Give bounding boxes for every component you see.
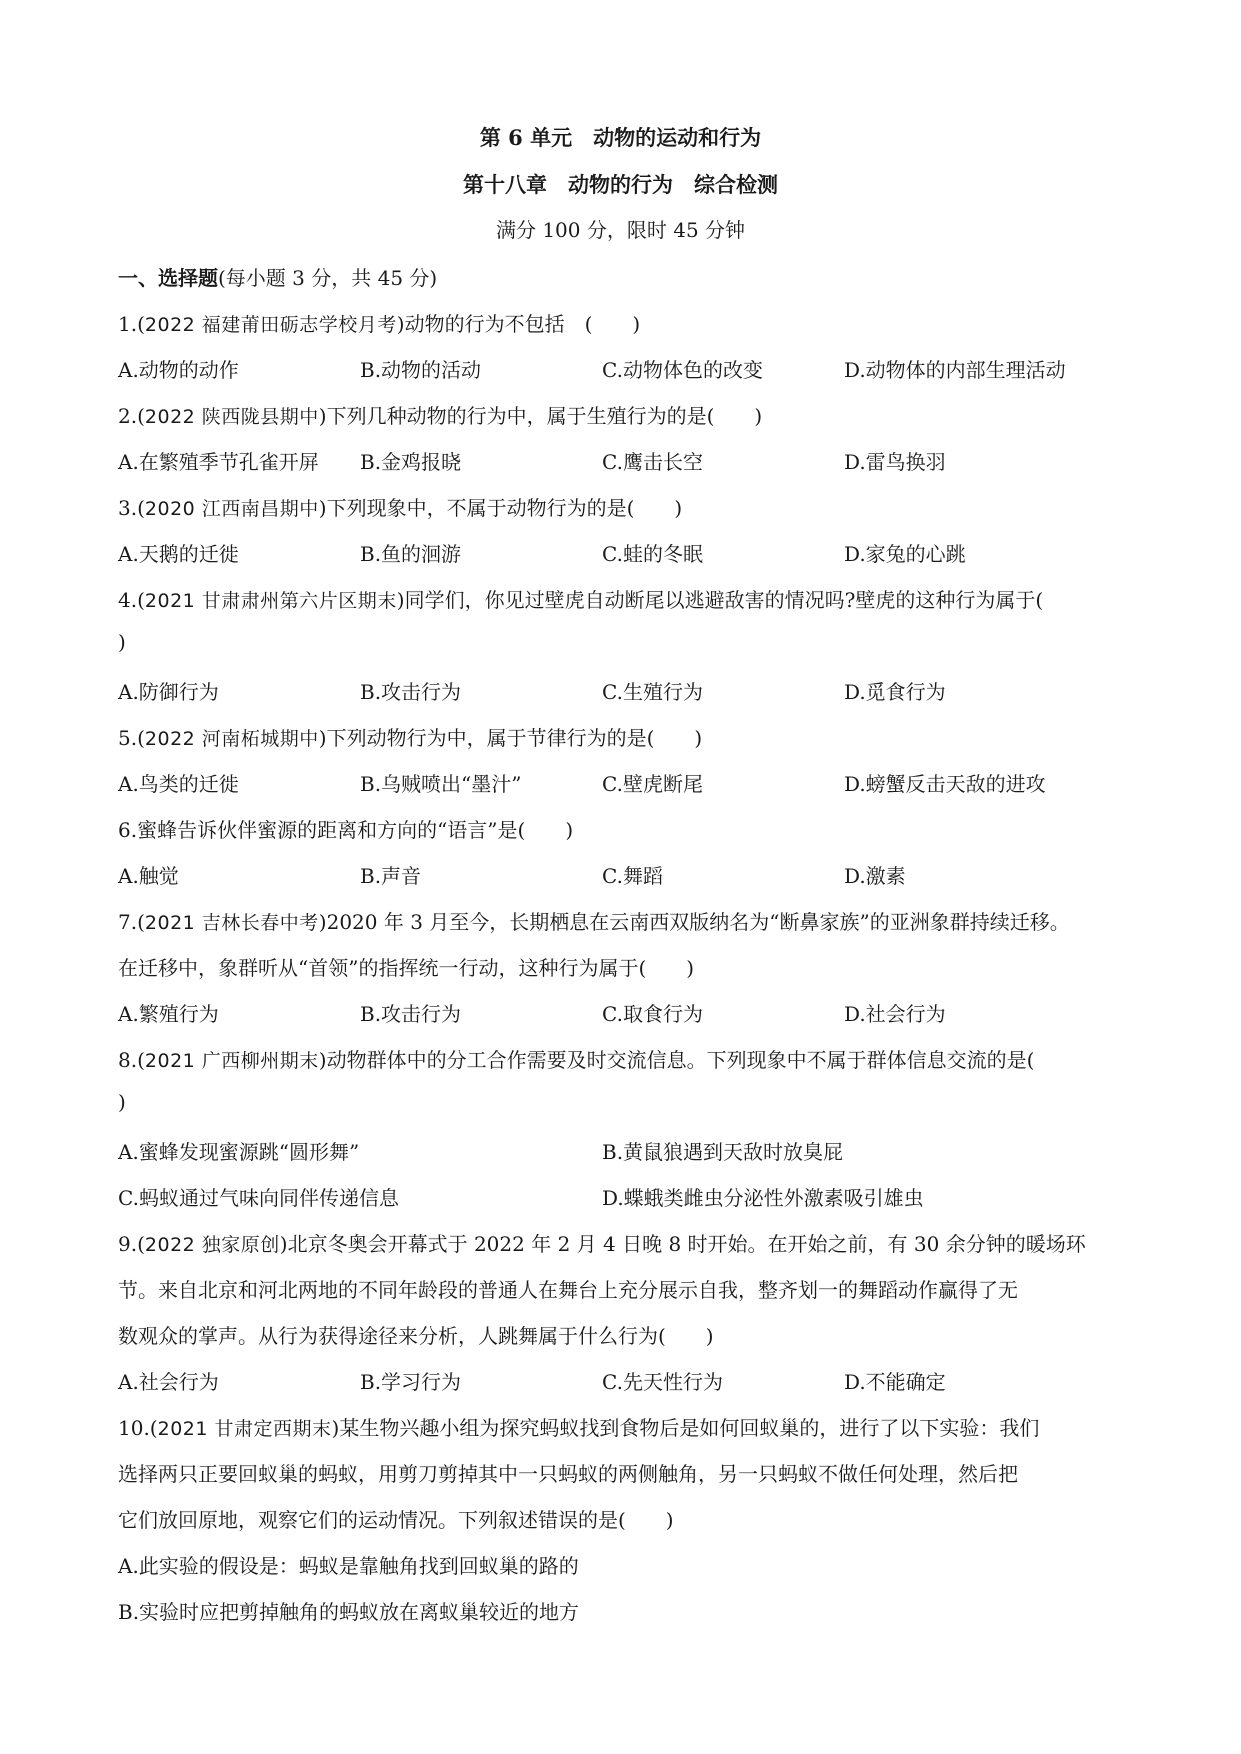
- option-b: B.攻击行为: [360, 1002, 462, 1026]
- question-6: 6.蜜蜂告诉伙伴蜜源的距离和方向的“语言”是( ): [118, 818, 574, 842]
- option-c: C.蛙的冬眠: [602, 542, 703, 566]
- options-3: [118, 538, 1128, 568]
- options-5: [118, 768, 1128, 798]
- question-10: [118, 1412, 1128, 1441]
- question-4: [118, 584, 1128, 613]
- option-a: A.此实验的假设是：蚂蚁是靠触角找到回蚁巢的路的: [118, 1554, 579, 1578]
- q-num: 3.(: [118, 496, 145, 520]
- q-source: 2022 独家原创: [144, 1234, 280, 1256]
- question-9-cont2: 数观众的掌声。从行为获得途径来分析，人跳舞属于什么行为( ): [118, 1324, 714, 1348]
- option-c: C.蚂蚁通过气味向同伴传递信息: [118, 1186, 399, 1210]
- options-7: [118, 998, 1128, 1028]
- question-3: [118, 492, 1128, 521]
- question-9: [118, 1228, 1128, 1257]
- option-d: D.蝶蛾类雌虫分泌性外激素吸引雄虫: [602, 1186, 924, 1210]
- option-c: C.鹰击长空: [602, 450, 703, 474]
- score-info: 满分 100 分，限时 45 分钟: [495, 218, 746, 242]
- q-text: )动物的行为不包括 ( ): [396, 312, 641, 336]
- option-a: A.天鹅的迁徙: [118, 542, 239, 566]
- question-5: [118, 722, 1128, 751]
- q-text: )北京冬奥会开幕式于 2022 年 2 月 4 日晚 8 时开始。在开始之前，有 30 余分钟的暖场环: [279, 1232, 1086, 1256]
- q-text: )下列几种动物的行为中，属于生殖行为的是( ): [318, 404, 763, 428]
- unit-title: 第 6 单元 动物的运动和行为: [479, 125, 762, 150]
- options-2: [118, 446, 1128, 476]
- option-d: D.社会行为: [844, 1002, 946, 1026]
- option-c: C.取食行为: [602, 1002, 703, 1026]
- option-a: A.触觉: [118, 864, 179, 888]
- option-a: A.动物的动作: [118, 358, 239, 382]
- question-10-cont1: 选择两只正要回蚁巢的蚂蚁，用剪刀剪掉其中一只蚂蚁的两侧触角，另一只蚂蚁不做任何处理，然后把: [118, 1462, 1018, 1486]
- q-text: )2020 年 3 月至今，长期栖息在云南西双版纳名为“断鼻家族”的亚洲象群持续迁移。: [318, 910, 1070, 934]
- option-d: D.不能确定: [844, 1370, 946, 1394]
- option-b: B.鱼的洄游: [360, 542, 462, 566]
- question-7: [118, 906, 1128, 935]
- q-text: )某生物兴趣小组为探究蚂蚁找到食物后是如何回蚁巢的，进行了以下实验：我们: [331, 1416, 1040, 1440]
- question-8: [118, 1044, 1128, 1073]
- q-text: )下列动物行为中，属于节律行为的是( ): [318, 726, 703, 750]
- option-c: C.先天性行为: [602, 1370, 723, 1394]
- option-b: B.黄鼠狼遇到天敌时放臭屁: [602, 1140, 844, 1164]
- option-d: D.雷鸟换羽: [844, 450, 946, 474]
- option-a: A.繁殖行为: [118, 1002, 219, 1026]
- q-num: 1.(: [118, 312, 145, 336]
- option-c: C.舞蹈: [602, 864, 663, 888]
- option-d: D.家兔的心跳: [844, 542, 966, 566]
- option-a: A.在繁殖季节孔雀开屏: [118, 450, 319, 474]
- option-b: B.学习行为: [360, 1370, 462, 1394]
- options-9: [118, 1366, 1128, 1396]
- chapter-title: 第十八章 动物的行为 综合检测: [463, 172, 778, 197]
- q-source: 2021 广西柳州期末: [144, 1050, 319, 1072]
- q-source: 2021 甘肃肃州第六片区期末: [144, 590, 397, 612]
- question-7-cont: 在迁移中，象群听从“首领”的指挥统一行动，这种行为属于( ): [118, 956, 695, 980]
- q-source: 2022 陕西陇县期中: [144, 406, 319, 428]
- section-heading: [118, 262, 437, 291]
- question-4-cont: ): [118, 630, 126, 654]
- options-4: [118, 676, 1128, 706]
- question-10-cont2: 它们放回原地，观察它们的运动情况。下列叙述错误的是( ): [118, 1508, 674, 1532]
- q-text: )下列现象中，不属于动物行为的是( ): [318, 496, 683, 520]
- option-b: B.乌贼喷出“墨汁”: [360, 772, 522, 796]
- option-d: D.觅食行为: [844, 680, 946, 704]
- option-b: B.攻击行为: [360, 680, 462, 704]
- q-num: 2.(: [118, 404, 145, 428]
- q-source: 2022 福建莆田砺志学校月考: [144, 314, 397, 336]
- q-num: 8.(: [118, 1048, 145, 1072]
- question-9-cont1: 节。来自北京和河北两地的不同年龄段的普通人在舞台上充分展示自我，整齐划一的舞蹈动作赢得了无: [118, 1278, 1018, 1302]
- question-1: [118, 308, 1128, 337]
- option-b: B.动物的活动: [360, 358, 482, 382]
- q-num: 9.(: [118, 1232, 145, 1256]
- question-2: [118, 400, 1128, 429]
- question-8-cont: ): [118, 1090, 126, 1114]
- option-d: D.激素: [844, 864, 906, 888]
- q-source: 2021 吉林长春中考: [144, 912, 319, 934]
- q-num: 4.(: [118, 588, 145, 612]
- section-title: 一、选择题: [118, 266, 218, 290]
- q-num: 10.(: [118, 1416, 158, 1440]
- option-b: B.声音: [360, 864, 422, 888]
- option-a: A.防御行为: [118, 680, 219, 704]
- option-a: A.蜜蜂发现蜜源跳“圆形舞”: [118, 1140, 360, 1164]
- q-num: 7.(: [118, 910, 145, 934]
- options-8-row1: [118, 1136, 1128, 1166]
- options-6: [118, 860, 1128, 890]
- option-a: A.社会行为: [118, 1370, 219, 1394]
- q-num: 5.(: [118, 726, 145, 750]
- section-note: (每小题 3 分，共 45 分): [218, 266, 438, 290]
- q-source: 2020 江西南昌期中: [144, 498, 319, 520]
- option-d: D.螃蟹反击天敌的进攻: [844, 772, 1046, 796]
- option-b: B.金鸡报晓: [360, 450, 462, 474]
- option-c: C.动物体色的改变: [602, 358, 763, 382]
- options-8-row2: [118, 1182, 1128, 1212]
- option-c: C.壁虎断尾: [602, 772, 703, 796]
- q-source: 2021 甘肃定西期末: [157, 1418, 332, 1440]
- q-text: )同学们，你见过壁虎自动断尾以逃避敌害的情况吗?壁虎的这种行为属于(: [396, 588, 1044, 612]
- option-a: A.鸟类的迁徙: [118, 772, 239, 796]
- q-source: 2022 河南柘城期中: [144, 728, 319, 750]
- option-d: D.动物体的内部生理活动: [844, 358, 1066, 382]
- options-1: [118, 354, 1128, 384]
- q-text: )动物群体中的分工合作需要及时交流信息。下列现象中不属于群体信息交流的是(: [318, 1048, 1035, 1072]
- option-c: C.生殖行为: [602, 680, 703, 704]
- option-b: B.实验时应把剪掉触角的蚂蚁放在离蚁巢较近的地方: [118, 1600, 580, 1624]
